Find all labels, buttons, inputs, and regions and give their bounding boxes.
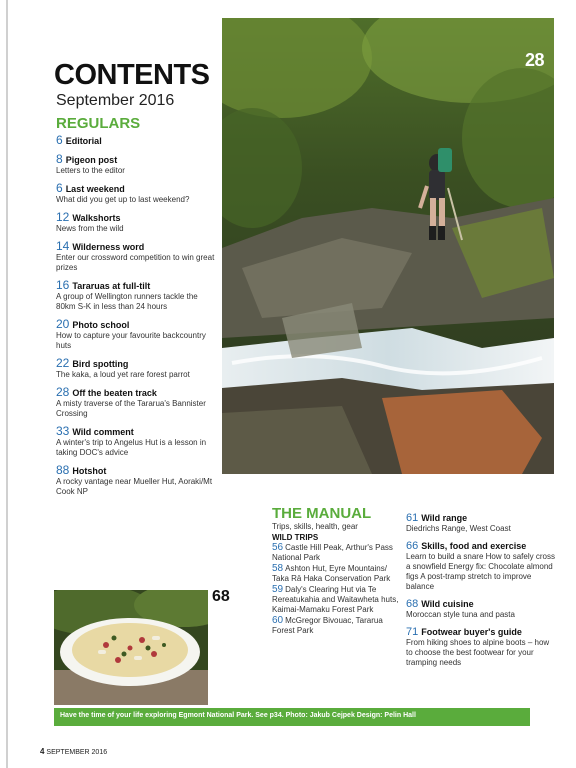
item-description: Moroccan style tuna and pasta (406, 610, 515, 619)
page-number: 22 (56, 356, 70, 370)
page-number: 66 (406, 540, 419, 552)
page-number: 6 (56, 133, 63, 147)
item-title: Wilderness word (72, 242, 145, 252)
item-description: How to capture your favourite backcountry huts (56, 331, 206, 350)
item-description: The kaka, a loud yet rare forest parrot (56, 370, 190, 379)
list-item[interactable] (406, 599, 556, 620)
page-number: 12 (56, 210, 70, 224)
page-number: 59 (272, 584, 284, 595)
list-item[interactable] (56, 241, 216, 273)
page-number: 28 (56, 385, 70, 399)
folio (40, 747, 107, 756)
list-item[interactable] (56, 183, 216, 205)
hero-photo[interactable] (222, 18, 554, 474)
list-item[interactable] (56, 319, 216, 351)
item-title: Photo school (72, 320, 130, 330)
cover-caption: Have the time of your life exploring Egmont National Park. See p34. Photo: Jakub Cejpek Design: Pelin Hall (60, 712, 416, 719)
item-description: A winter's trip to Angelus Hut is a lesson in taking DOC's advice (56, 438, 207, 457)
item-title: Walkshorts (72, 213, 121, 223)
page-number: 16 (56, 278, 70, 292)
item-description: Letters to the editor (56, 166, 125, 175)
page-number: 6 (56, 181, 63, 195)
list-item[interactable] (406, 627, 556, 668)
page-number: 14 (56, 239, 70, 253)
manual-features-list (406, 513, 556, 675)
item-title: Footwear buyer's guide (421, 627, 522, 637)
item-title: Wild range (421, 513, 468, 523)
trip-title: Castle Hill Peak, Arthur's Pass National Park (272, 543, 393, 562)
list-item[interactable] (272, 585, 400, 615)
list-item[interactable] (406, 513, 556, 534)
wild-trips-list (272, 543, 400, 637)
item-title: Skills, food and exercise (421, 541, 527, 551)
page-title: CONTENTS (54, 59, 210, 91)
list-item[interactable] (56, 135, 216, 147)
trip-title: Daly's Clearing Hut via Te Rereatukahia and Waitawheta huts, Kaimai-Mamaku Forest Park (272, 585, 399, 614)
page-number: 88 (56, 463, 70, 477)
page-number: 61 (406, 512, 419, 524)
item-description: News from the wild (56, 224, 124, 233)
item-description: Learn to build a snare How to safely cross a snowfield Energy fix: Chocolate almond figs A post-tramp stretch to improve balance (406, 552, 555, 591)
list-item[interactable] (56, 358, 216, 380)
page-number: 58 (272, 563, 284, 574)
item-description: What did you get up to last weekend? (56, 195, 190, 204)
item-title: Pigeon post (65, 155, 118, 165)
issue-date: September 2016 (56, 92, 175, 109)
page-number: 33 (56, 424, 70, 438)
list-item[interactable] (56, 154, 216, 176)
item-title: Wild cuisine (421, 599, 474, 609)
item-title: Last weekend (65, 184, 125, 194)
trip-title: McGregor Bivouac, Tararua Forest Park (272, 616, 383, 635)
item-description: Diedrichs Range, West Coast (406, 524, 511, 533)
item-title: Hotshot (72, 466, 107, 476)
regulars-list (56, 135, 216, 504)
item-title: Tararuas at full-tilt (72, 281, 151, 291)
folio-page-number: 4 (40, 747, 45, 756)
list-item[interactable] (56, 212, 216, 234)
item-title: Wild comment (72, 427, 134, 437)
item-title: Bird spotting (72, 359, 129, 369)
list-item[interactable] (56, 465, 216, 497)
list-item[interactable] (56, 280, 216, 312)
list-item[interactable] (272, 564, 400, 584)
regulars-heading: REGULARS (56, 115, 141, 132)
page-number: 60 (272, 615, 284, 626)
manual-heading: THE MANUAL (272, 505, 372, 522)
item-description: A group of Wellington runners tackle the 80km S-K in less than 24 hours (56, 292, 198, 311)
item-title: Editorial (65, 136, 102, 146)
list-item[interactable] (56, 426, 216, 458)
wild-trips-heading: WILD TRIPS (272, 533, 319, 542)
page-number: 68 (406, 598, 419, 610)
caption-bar (54, 708, 530, 726)
list-item[interactable] (272, 543, 400, 563)
page-number: 8 (56, 152, 63, 166)
item-description: A misty traverse of the Tararua's Bannister Crossing (56, 399, 206, 418)
food-photo[interactable] (54, 590, 208, 705)
folio-label: SEPTEMBER 2016 (46, 749, 108, 756)
river-scene-illustration (222, 18, 554, 474)
list-item[interactable] (406, 541, 556, 592)
hero-page-ref: 28 (524, 50, 544, 70)
list-item[interactable] (56, 387, 216, 419)
manual-subheading: Trips, skills, health, gear (272, 522, 358, 531)
item-description: From hiking shoes to alpine boots – how to choose the best footwear for your tramping needs (406, 638, 550, 667)
list-item[interactable] (272, 616, 400, 636)
item-description: A rocky vantage near Mueller Hut, Aoraki/Mt Cook NP (56, 477, 213, 496)
page-number: 20 (56, 317, 70, 331)
page-number: 71 (406, 626, 419, 638)
page-edge (6, 0, 8, 768)
pasta-bowl-illustration (54, 590, 208, 705)
food-page-ref: 68 (212, 588, 230, 605)
item-title: Off the beaten track (72, 388, 157, 398)
trip-title: Ashton Hut, Eyre Mountains/ Taka Rā Haka Conservation Park (272, 564, 391, 583)
page-number: 56 (272, 542, 284, 553)
item-description: Enter our crossword competition to win great prizes (56, 253, 215, 272)
